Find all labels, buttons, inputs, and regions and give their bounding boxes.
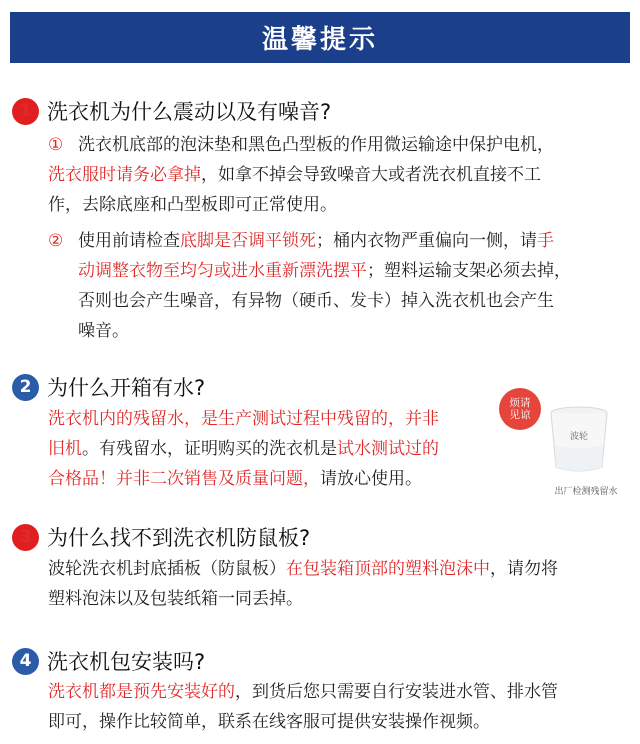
answer-2 [48,404,508,494]
answer-1-point-1-line-2: ，如拿不掉会导致噪音大或者洗衣机直接不工 [201,165,541,185]
question-3-heading [12,522,310,552]
answer-1-point-1-line-3: 作，去除底座和凸型板即可正常使用。 [48,195,337,215]
answer-1-point-2-text-e: 噪音。 [78,321,129,341]
answer-1-point-2-highlight-b: 手 [537,231,554,251]
answer-2-highlight-c: 试水测试过的 [337,439,439,459]
question-1-heading [12,96,331,126]
cup-caption: 出厂检测残留水 [554,487,618,497]
cup-label: 波轮 [569,432,589,442]
number-badge-1: 1 [12,98,39,125]
answer-1-point-2-text-c: ；塑料运输支架必须去掉， [367,261,571,281]
question-4-heading [12,646,205,676]
answer-4-highlight: 洗衣机都是预先安装好的 [48,682,235,702]
answer-2-highlight-b: 旧机 [48,439,82,459]
answer-1-point-1-line-1: 洗衣机底部的泡沫垫和黑色凸型板的作用微运输途中保护电机， [78,135,554,155]
answer-1-point-1 [48,130,638,220]
answer-1-point-1-highlight: 洗衣服时请务必拿掉 [48,165,201,185]
answer-4 [48,677,638,737]
answer-1-point-2-text-a: 使用前请检查 [78,231,180,251]
answer-1-point-2-highlight-a: 底脚是否调平锁死 [180,231,316,251]
apology-stamp-text: 烦请见谅 [509,397,531,421]
answer-1-point-2-highlight-c: 动调整衣物至均匀或进水重新漂洗摆平 [78,261,367,281]
header-banner [10,12,630,63]
answer-2-text-b: 请放心使用。 [320,469,422,489]
answer-3-text-b: ，请勿将 [490,559,558,579]
question-2-heading [12,372,205,402]
number-badge-2: 2 [12,374,39,401]
answer-3 [48,554,638,614]
question-3-title: 为什么找不到洗衣机防鼠板? [47,526,311,550]
answer-4-text-b: 即可，操作比较简单，联系在线客服可提供安装操作视频。 [48,712,490,732]
question-2-title: 为什么开箱有水? [47,376,206,400]
page-title: 温馨提示 [261,25,378,55]
answer-1-point-2 [48,226,638,346]
answer-2-highlight-a: 洗衣机内的残留水，是生产测试过程中残留的，并非 [48,409,439,429]
number-badge-3: 3 [12,524,39,551]
answer-2-text-a: 。有残留水，证明购买的洗衣机是 [82,439,337,459]
answer-1-point-2-text-d: 否则也会产生噪音，有异物（硬币、发卡）掉入洗衣机也会产生 [78,291,554,311]
answer-3-text-a: 波轮洗衣机封底插板（防鼠板） [48,559,286,579]
answer-2-highlight-d: 合格品！并非二次销售及质量问题， [48,469,320,489]
answer-4-text-a: ，到货后您只需要自行安装进水管、排水管 [235,682,558,702]
answer-1-point-2-text-b: ；桶内衣物严重偏向一侧，请 [316,231,537,251]
circled-number-1: ① [48,135,64,155]
answer-3-highlight: 在包装箱顶部的塑料泡沫中 [286,559,490,579]
residual-water-cup-image [548,405,610,475]
number-badge-4: 4 [12,648,39,675]
answer-3-text-c: 塑料泡沫以及包装纸箱一同丢掉。 [48,589,303,609]
apology-stamp [499,388,541,430]
question-1-title: 洗衣机为什么震动以及有噪音? [47,100,332,124]
circled-number-2: ② [48,231,64,251]
question-4-title: 洗衣机包安装吗? [47,650,206,674]
